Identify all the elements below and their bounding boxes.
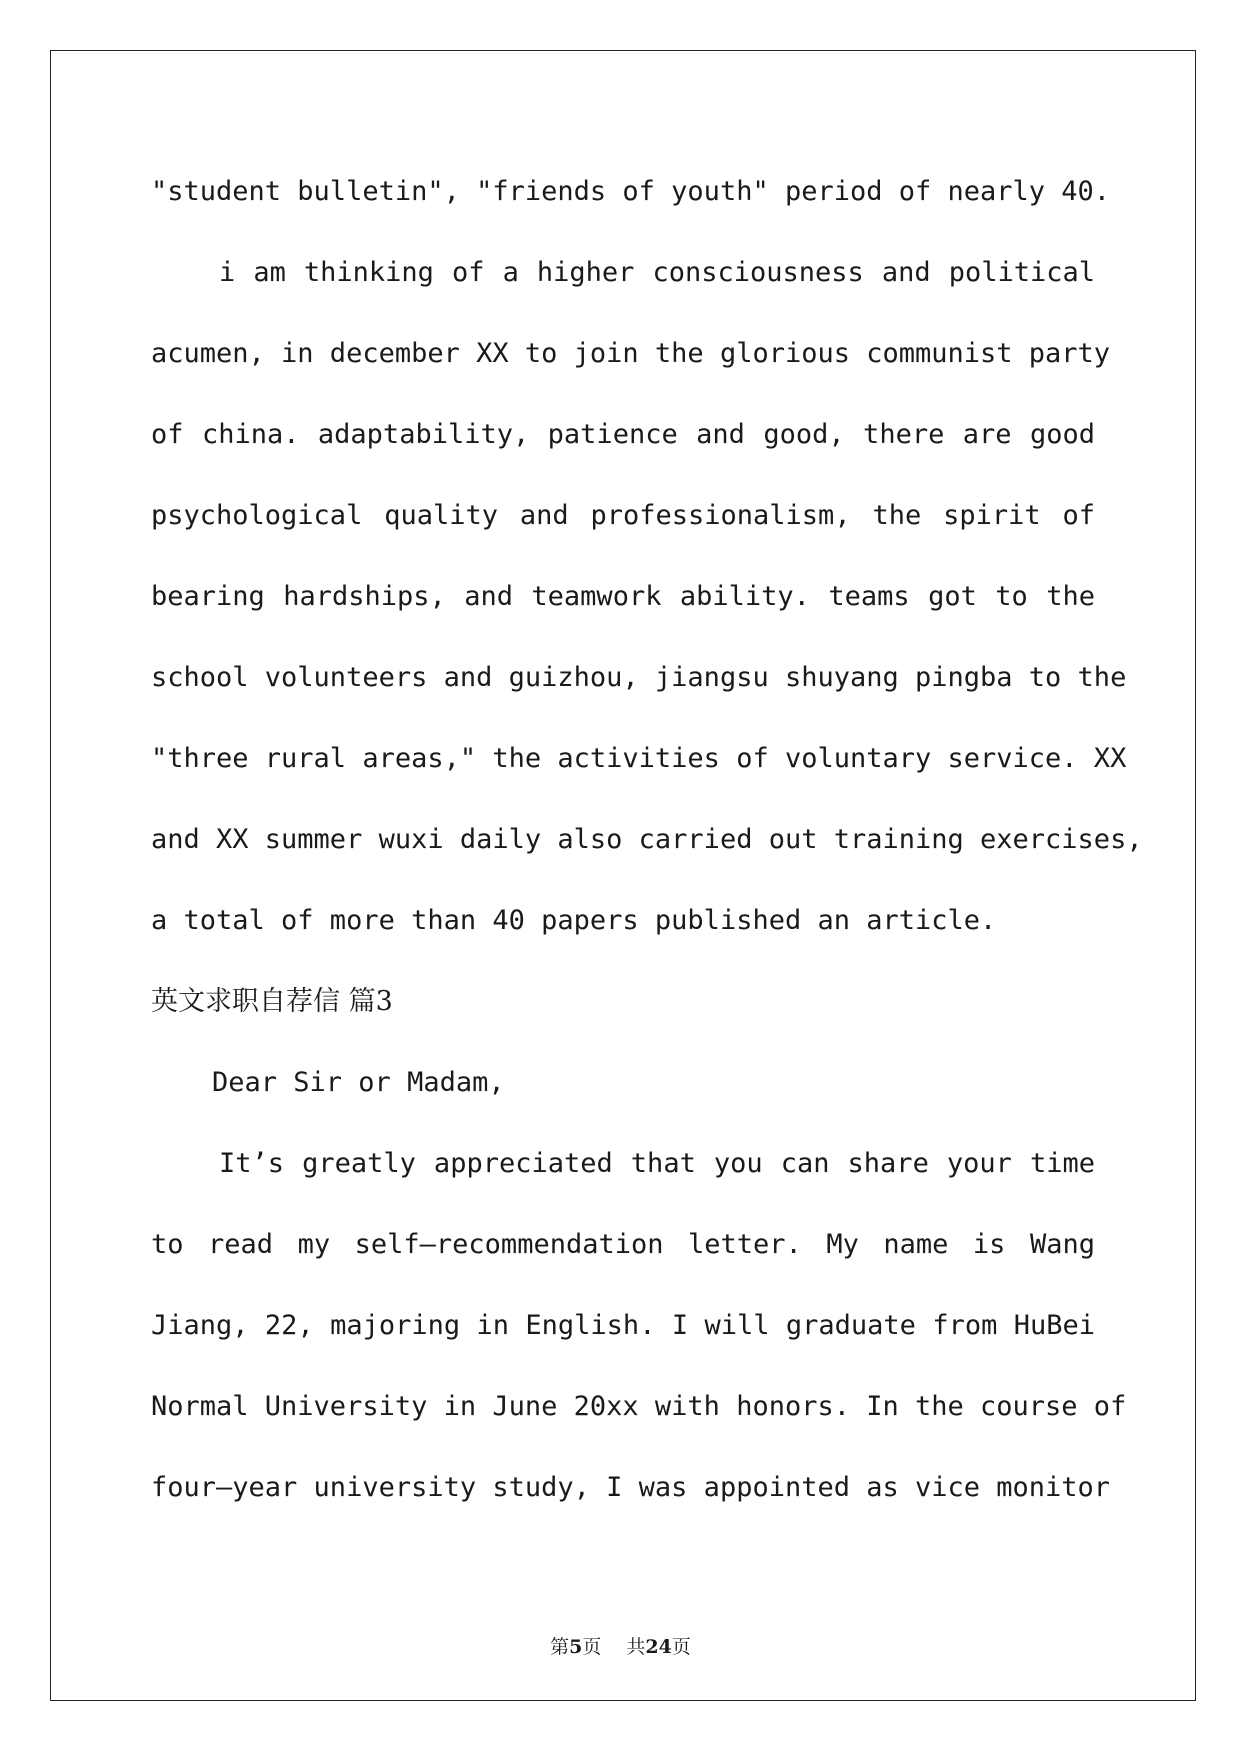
text-line: psychological quality and professionalism, the spirit of (151, 500, 1095, 531)
text-line: of china. adaptability, patience and good, there are good (151, 419, 1095, 450)
text-line: i am thinking of a higher consciousness and political (219, 257, 1095, 288)
text-line: to read my self—recommendation letter. My name is Wang (151, 1229, 1095, 1260)
text-line: and XX summer wuxi daily also carried out training exercises, (151, 824, 1143, 855)
footer-middle: 页 共 (582, 1636, 646, 1658)
text-line: acumen, in december XX to join the glorious communist party (151, 338, 1111, 369)
total-pages-number: 24 (645, 1636, 672, 1658)
text-line: "student bulletin", "friends of youth" period of nearly 40. (151, 176, 1111, 207)
section-heading: 英文求职自荐信 篇3 (151, 986, 393, 1017)
text-line: Normal University in June 20xx with honors. In the course of (151, 1391, 1127, 1422)
text-line: a total of more than 40 papers published an article. (151, 905, 997, 936)
salutation: Dear Sir or Madam, (212, 1067, 505, 1098)
page-frame (50, 50, 1196, 1701)
text-line: Jiang, 22, majoring in English. I will graduate from HuBei (151, 1310, 1095, 1341)
page-footer (0, 1632, 1241, 1659)
current-page-number: 5 (569, 1636, 583, 1658)
footer-prefix: 第 (550, 1636, 570, 1658)
footer-suffix: 页 (671, 1636, 691, 1658)
text-line: four—year university study, I was appointed as vice monitor (151, 1472, 1111, 1503)
text-line: bearing hardships, and teamwork ability. teams got to the (151, 581, 1095, 612)
text-line: It’s greatly appreciated that you can share your time (219, 1148, 1095, 1179)
text-line: "three rural areas," the activities of voluntary service. XX (151, 743, 1127, 774)
text-line: school volunteers and guizhou, jiangsu shuyang pingba to the (151, 662, 1127, 693)
